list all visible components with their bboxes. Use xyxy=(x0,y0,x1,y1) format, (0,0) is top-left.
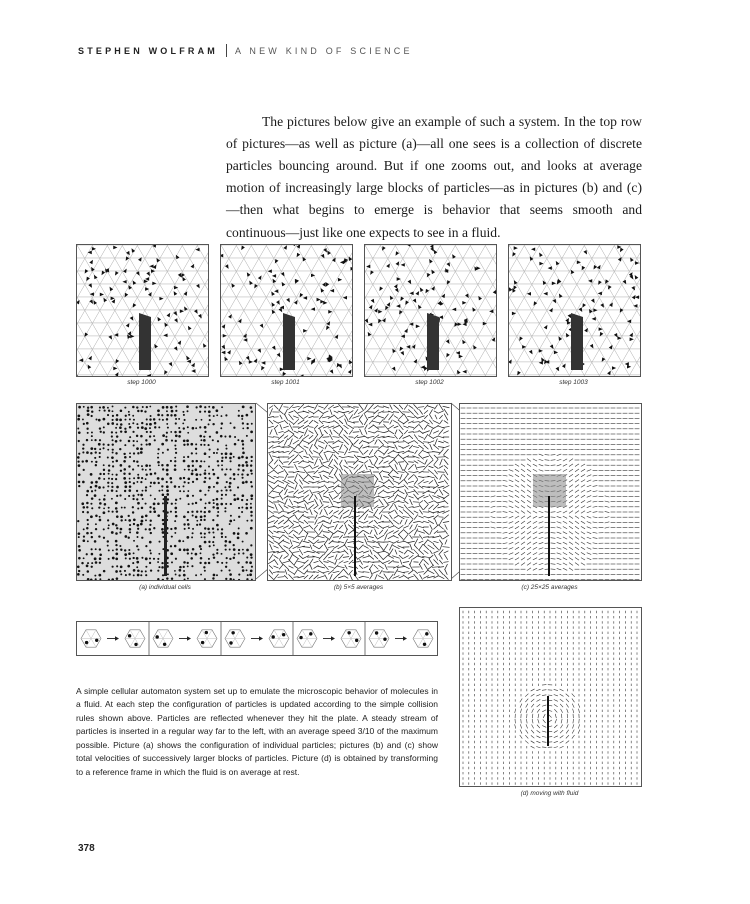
step-label: step 1002 xyxy=(415,379,444,386)
header-author: STEPHEN WOLFRAM xyxy=(78,46,218,56)
panel-a-label: (a) individual cells xyxy=(139,584,191,591)
panel-d-label: (d) moving with fluid xyxy=(520,790,579,797)
header-book-title: A NEW KIND OF SCIENCE xyxy=(235,46,413,56)
panel-c-label: (c) 25×25 averages xyxy=(521,584,578,591)
step-label: step 1003 xyxy=(559,379,588,386)
panel-b-5x5-averages xyxy=(267,403,452,581)
panel-c-figure xyxy=(460,404,641,580)
step-label: step 1001 xyxy=(271,379,300,386)
panel-a-individual-cells xyxy=(76,403,256,581)
panel-c-25x25-averages xyxy=(459,403,642,581)
collision-rules-figure xyxy=(77,622,437,655)
panel-d-moving-with-fluid xyxy=(459,607,642,787)
collision-rules-strip xyxy=(76,621,438,656)
panel-b-label: (b) 5×5 averages xyxy=(333,584,384,591)
page-number: 378 xyxy=(78,843,95,854)
step-label: step 1000 xyxy=(127,379,156,386)
panel-a-figure xyxy=(77,404,255,580)
intro-paragraph: The pictures below give an example of such a system. In the top row of pictures—as well as picture (a)—all one sees is a collection of discrete particles bouncing around. But if one zooms out, and looks at average motion of increasingly large blocks of particles—as in pictures (b) and (c)—then what begins to emerge is behavior that seems smooth and continuous—just like one expects to see in a fluid. xyxy=(226,113,642,240)
figure-caption: A simple cellular automaton system set up to emulate the microscopic behavior of molecules in a fluid. At each step the configuration of particles is updated according to the simple collision rules shown above. Particles are reflected whenever they hit the plate. A steady stream of particles is inserted in a regular way far to the left, with an average speed 3/10 of the maximum possible. Picture (a) shows the configuration of individual particles; pictures (b) and (c) show total velocities of successively larger blocks of particles. Picture (d) is obtained by transforming to a reference frame in which the fluid is on average at rest. xyxy=(76,685,438,778)
panel-d-figure xyxy=(460,608,641,786)
panel-b-figure xyxy=(268,404,451,580)
